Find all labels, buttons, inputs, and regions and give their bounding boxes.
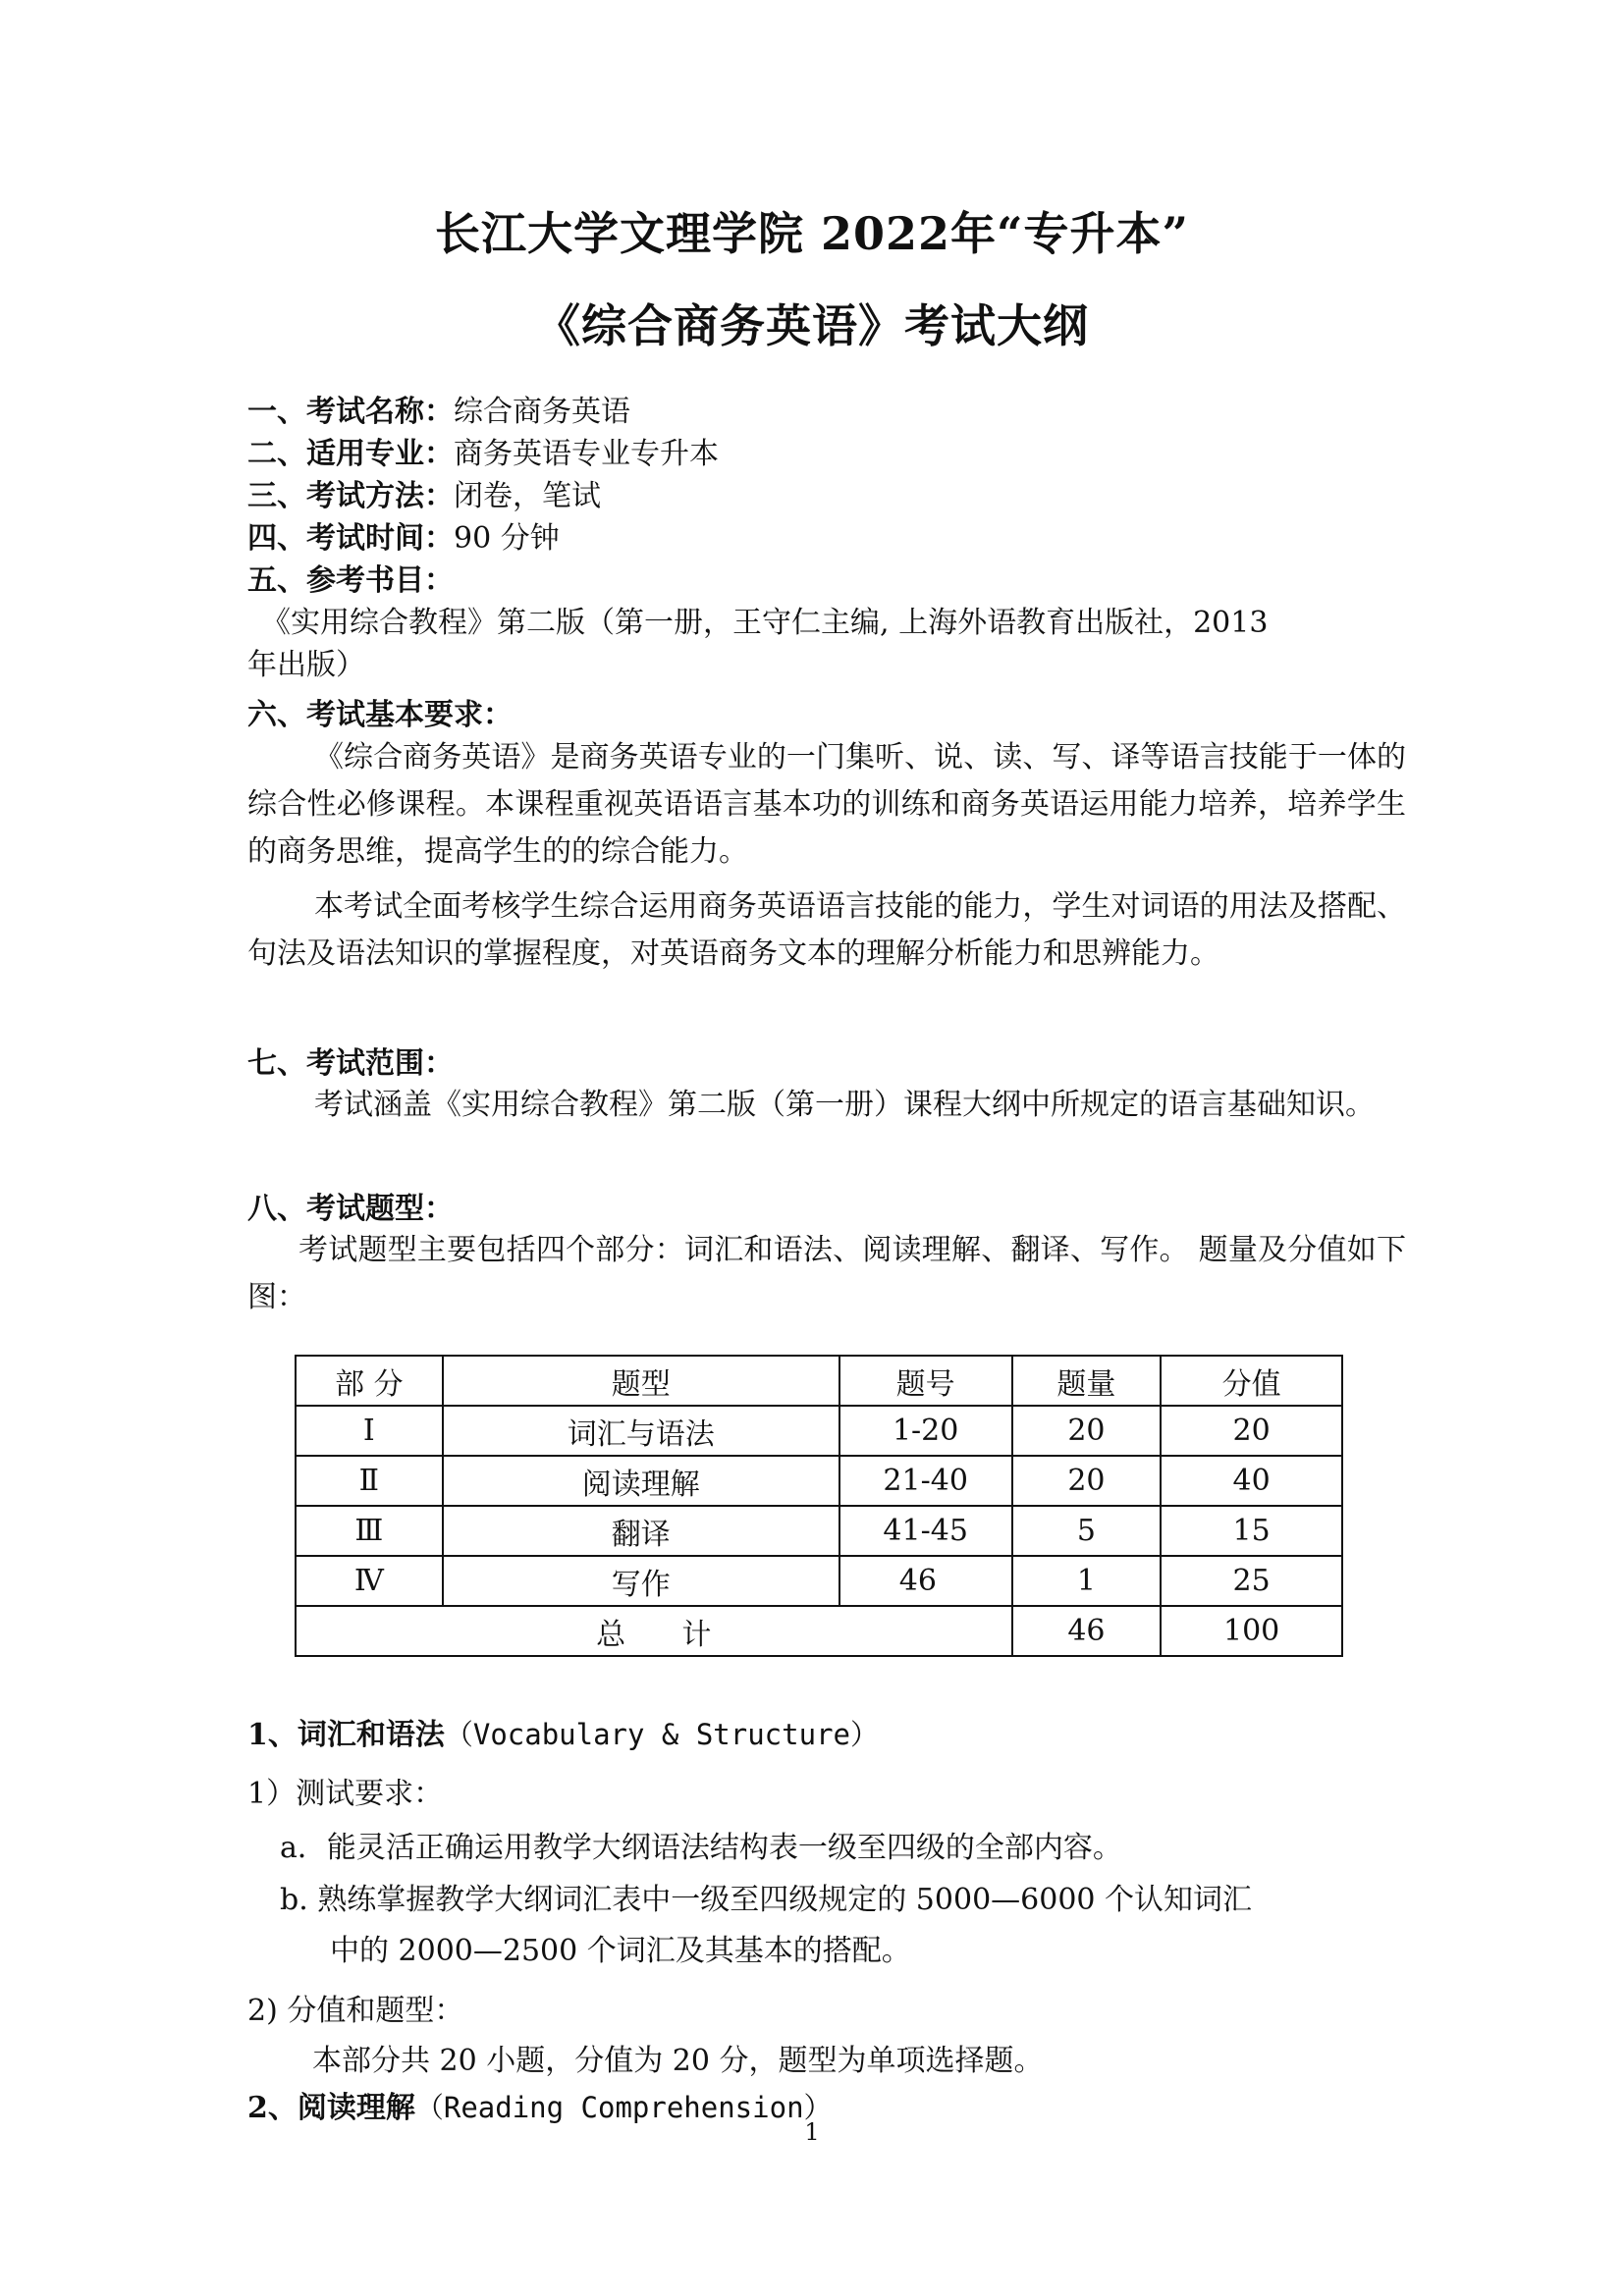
table-cell: 46: [839, 1556, 1012, 1606]
part1-score-text: 本部分共 20 小题，分值为 20 分，题型为单项选择题。: [312, 2044, 1044, 2078]
table-total-label: 总 计: [296, 1606, 1012, 1656]
table-cell: Ⅲ: [296, 1506, 443, 1556]
table-cell: 15: [1161, 1506, 1342, 1556]
table-cell: 20: [1161, 1406, 1342, 1456]
part1-heading: 1、词汇和语法（Vocabulary & Structure）: [247, 1718, 879, 1752]
section6-heading: 六、考试基本要求：: [247, 698, 513, 732]
score-table: [295, 1355, 1343, 1657]
table-header-row: [296, 1356, 1342, 1406]
part1-requirement-b-line-2: 中的 2000—2500 个词汇及其基本的搭配。: [330, 1934, 911, 1968]
table-cell: 20: [1012, 1456, 1162, 1506]
info-references: 五、参考书目：: [247, 563, 454, 598]
reference-line-2: 年出版）: [247, 648, 365, 682]
table-cell: 词汇与语法: [443, 1406, 839, 1456]
exam-info-list: [247, 391, 1406, 686]
table-cell: Ⅱ: [296, 1456, 443, 1506]
table-cell: 40: [1161, 1456, 1342, 1506]
table-header-cell: 部 分: [296, 1356, 443, 1406]
table-cell: 20: [1012, 1406, 1162, 1456]
part1-requirement-b-line-1: b. 熟练掌握教学大纲词汇表中一级至四级规定的 5000—6000 个认知词汇: [280, 1883, 1253, 1917]
section8-paragraph: 考试题型主要包括四个部分：词汇和语法、阅读理解、翻译、写作。 题量及分值如下图：: [247, 1233, 1406, 1314]
table-total-count: 46: [1012, 1606, 1162, 1656]
table-cell: 5: [1012, 1506, 1162, 1556]
table-cell: 阅读理解: [443, 1456, 839, 1506]
table-cell: 21-40: [839, 1456, 1012, 1506]
table-header-cell: 题型: [443, 1356, 839, 1406]
table-total-row: [296, 1606, 1342, 1656]
info-major: 二、适用专业：商务英语专业专升本: [247, 437, 719, 471]
document-title-line-2: 《综合商务英语》考试大纲: [535, 299, 1089, 352]
table-row: [296, 1406, 1342, 1456]
reference-line-1: 《实用综合教程》第二版（第一册，王守仁主编, 上海外语教育出版社，2013: [261, 606, 1269, 640]
table-row: [296, 1456, 1342, 1506]
table-header-cell: 分值: [1161, 1356, 1342, 1406]
section8-heading: 八、考试题型：: [247, 1192, 454, 1226]
info-method: 三、考试方法：闭卷，笔试: [247, 479, 601, 513]
info-duration: 四、考试时间：90 分钟: [247, 521, 560, 556]
part2-heading: 2、阅读理解（Reading Comprehension）: [247, 2091, 833, 2125]
part1-score-label: 2) 分值和题型：: [247, 1994, 464, 2028]
table-cell: 写作: [443, 1556, 839, 1606]
part1-requirement-a: a．能灵活正确运用教学大纲语法结构表一级至四级的全部内容。: [280, 1831, 1122, 1865]
page-number: 1: [804, 2118, 820, 2146]
part1-requirements-label: 1）测试要求：: [247, 1777, 444, 1811]
section6-paragraph-1: 《综合商务英语》是商务英语专业的一门集听、说、读、写、译等语言技能于一体的综合性必修课程。本课程重视英语语言基本功的训练和商务英语运用能力培养，培养学生的商务思维，提高学生的的综合能力。: [247, 740, 1406, 869]
section6-paragraph-2: 本考试全面考核学生综合运用商务英语语言技能的能力，学生对词语的用法及搭配、句法及语法知识的掌握程度，对英语商务文本的理解分析能力和思辨能力。: [247, 889, 1406, 971]
table-header-cell: 题号: [839, 1356, 1012, 1406]
section7-heading: 七、考试范围：: [247, 1046, 454, 1081]
table-cell: 41-45: [839, 1506, 1012, 1556]
table-cell: Ⅳ: [296, 1556, 443, 1606]
table-row: [296, 1506, 1342, 1556]
table-total-score: 100: [1161, 1606, 1342, 1656]
document-title-line-1: 长江大学文理学院 2022年“专升本”: [435, 207, 1189, 260]
table-cell: 1: [1012, 1556, 1162, 1606]
info-exam-name: 一、考试名称：综合商务英语: [247, 395, 630, 429]
table-row: [296, 1556, 1342, 1606]
table-cell: 25: [1161, 1556, 1342, 1606]
table-header-cell: 题量: [1012, 1356, 1162, 1406]
table-cell: Ⅰ: [296, 1406, 443, 1456]
section7-paragraph: 考试涵盖《实用综合教程》第二版（第一册）课程大纲中所规定的语言基础知识。: [314, 1088, 1375, 1122]
table-cell: 1-20: [839, 1406, 1012, 1456]
table-cell: 翻译: [443, 1506, 839, 1556]
